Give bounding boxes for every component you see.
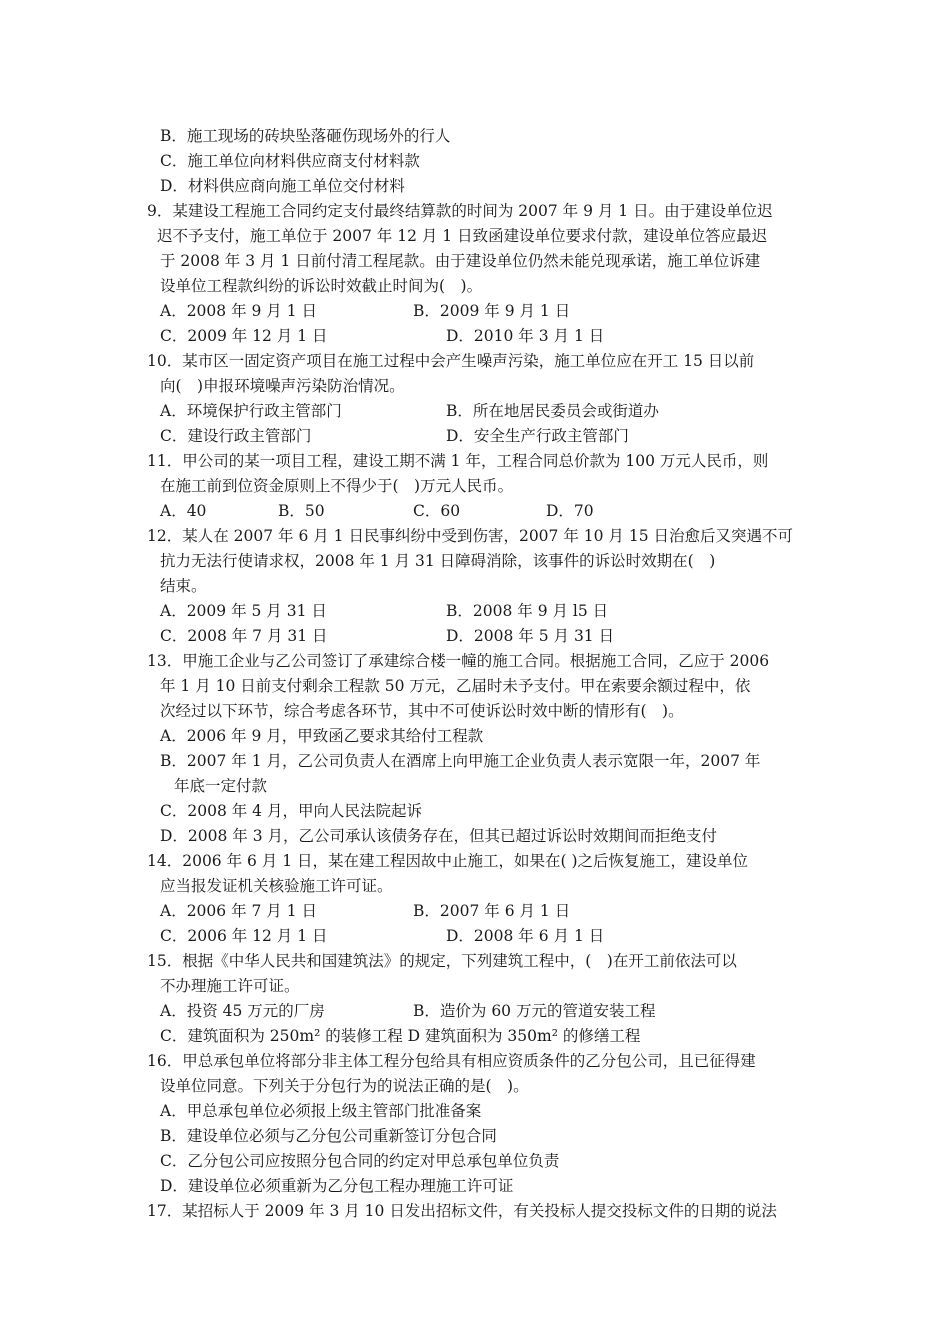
- text-line: 年 1 月 10 日前支付剩余工程款 50 万元，乙届时未予支付。甲在索要余额过程中，依: [160, 677, 751, 695]
- text-line: B．施工现场的砖块坠落砸伤现场外的行人: [160, 127, 451, 145]
- option-text: B．建设单位必须与乙分包公司重新签订分包合同: [160, 1127, 497, 1145]
- text-line: 在施工前到位资金原则上不得少于( )万元人民币。: [160, 477, 514, 495]
- text-line: 应当报发证机关核验施工许可证。: [160, 877, 393, 895]
- option-text: D．2010 年 3 月 1 日: [446, 327, 605, 345]
- text-line: 11．甲公司的某一项目工程，建设工期不满 1 年，工程合同总价款为 100 万元人民币，则: [147, 452, 769, 470]
- option-text: B．2009 年 9 月 1 日: [413, 302, 571, 320]
- text-line: 设单位同意。下列关于分包行为的说法正确的是( )。: [160, 1077, 529, 1095]
- option-text: A．环境保护行政主管部门: [160, 402, 342, 420]
- text-line: 17．某招标人于 2009 年 3 月 10 日发出招标文件，有关投标人提交投标文件的日期的说法: [147, 1202, 777, 1220]
- text-line: 向( )申报环境噪声污染防治情况。: [160, 377, 405, 395]
- option-text: A．2006 年 7 月 1 日: [160, 902, 317, 920]
- text-line: 设单位工程款纠纷的诉讼时效截止时间为( )。: [160, 277, 483, 295]
- option-text: D．2008 年 5 月 31 日: [446, 627, 615, 645]
- text-line: 不办理施工许可证。: [160, 977, 300, 995]
- option-text: A．甲总承包单位必须报上级主管部门批准备案: [160, 1102, 482, 1120]
- option-text: C．2008 年 4 月，甲向人民法院起诉: [160, 802, 422, 820]
- text-line: 12．某人在 2007 年 6 月 1 日民事纠纷中受到伤害，2007 年 10 月 15 日治愈后又突遇不可: [147, 527, 793, 545]
- option-text: D．安全生产行政主管部门: [446, 427, 629, 445]
- text-line: 16．甲总承包单位将部分非主体工程分包给具有相应资质条件的乙分包公司，且已征得建: [147, 1052, 756, 1070]
- option-text: D．70: [546, 502, 594, 520]
- text-line: C．施工单位向材料供应商支付材料款: [160, 152, 420, 170]
- option-text: C．建设行政主管部门: [160, 427, 312, 445]
- option-text: D．2008 年 6 月 1 日: [446, 927, 605, 945]
- option-text: C．2009 年 12 月 1 日: [160, 327, 328, 345]
- text-line: 次经过以下环节，综合考虑各环节，其中不可使诉讼时效中断的情形有( )。: [160, 702, 684, 720]
- text-line: 于 2008 年 3 月 1 日前付清工程尾款。由于建设单位仍然未能兑现承诺，施工单位诉建: [160, 252, 761, 270]
- text-line: D．材料供应商向施工单位交付材料: [160, 177, 405, 195]
- text-line: 13．甲施工企业与乙公司签订了承建综合楼一幢的施工合同。根据施工合同，乙应于 2006: [147, 652, 770, 670]
- option-text: C．建筑面积为 250m² 的装修工程 D 建筑面积为 350m² 的修缮工程: [160, 1027, 641, 1045]
- option-text: A．40: [160, 502, 207, 520]
- text-line: 14．2006 年 6 月 1 日，某在建工程因故中止施工，如果在( )之后恢复施工，建设单位: [147, 852, 749, 870]
- text-line: 迟不予支付，施工单位于 2007 年 12 月 1 日致函建设单位要求付款，建设单位答应最迟: [157, 227, 768, 245]
- text-line: 结束。: [160, 577, 207, 595]
- text-line: 10．某市区一固定资产项目在施工过程中会产生噪声污染，施工单位应在开工 15 日以前: [147, 352, 755, 370]
- text-line: 抗力无法行使请求权，2008 年 1 月 31 日障碍消除，该事件的诉讼时效期在( ): [160, 552, 716, 570]
- option-text: D．2008 年 3 月，乙公司承认该债务存在，但其已超过诉讼时效期间而拒绝支付: [160, 827, 718, 845]
- option-text: B．2008 年 9 月 l5 日: [446, 602, 609, 620]
- option-text: C．2008 年 7 月 31 日: [160, 627, 328, 645]
- option-text: C．乙分包公司应按照分包合同的约定对甲总承包单位负责: [160, 1152, 560, 1170]
- option-text: D．建设单位必须重新为乙分包工程办理施工许可证: [160, 1177, 514, 1195]
- option-text: A．投资 45 万元的厂房: [160, 1002, 325, 1020]
- option-text: B．所在地居民委员会或街道办: [446, 402, 659, 420]
- option-text: 年底一定付款: [174, 777, 268, 795]
- option-text: B．50: [278, 502, 325, 520]
- option-text: B．2007 年 1 月，乙公司负责人在酒席上向甲施工企业负责人表示宽限一年，2007 年: [160, 752, 761, 770]
- option-text: A．2008 年 9 月 1 日: [160, 302, 317, 320]
- option-text: C．60: [413, 502, 461, 520]
- text-line: 9．某建设工程施工合同约定支付最终结算款的时间为 2007 年 9 月 1 日。由于建设单位迟: [147, 202, 773, 220]
- option-text: A．2009 年 5 月 31 日: [160, 602, 327, 620]
- option-text: C．2006 年 12 月 1 日: [160, 927, 328, 945]
- option-text: B．造价为 60 万元的管道安装工程: [413, 1002, 656, 1020]
- option-text: A．2006 年 9 月，甲致函乙要求其给付工程款: [160, 727, 484, 745]
- text-line: 15．根据《中华人民共和国建筑法》的规定，下列建筑工程中，( )在开工前依法可以: [147, 952, 737, 970]
- option-text: B．2007 年 6 月 1 日: [413, 902, 571, 920]
